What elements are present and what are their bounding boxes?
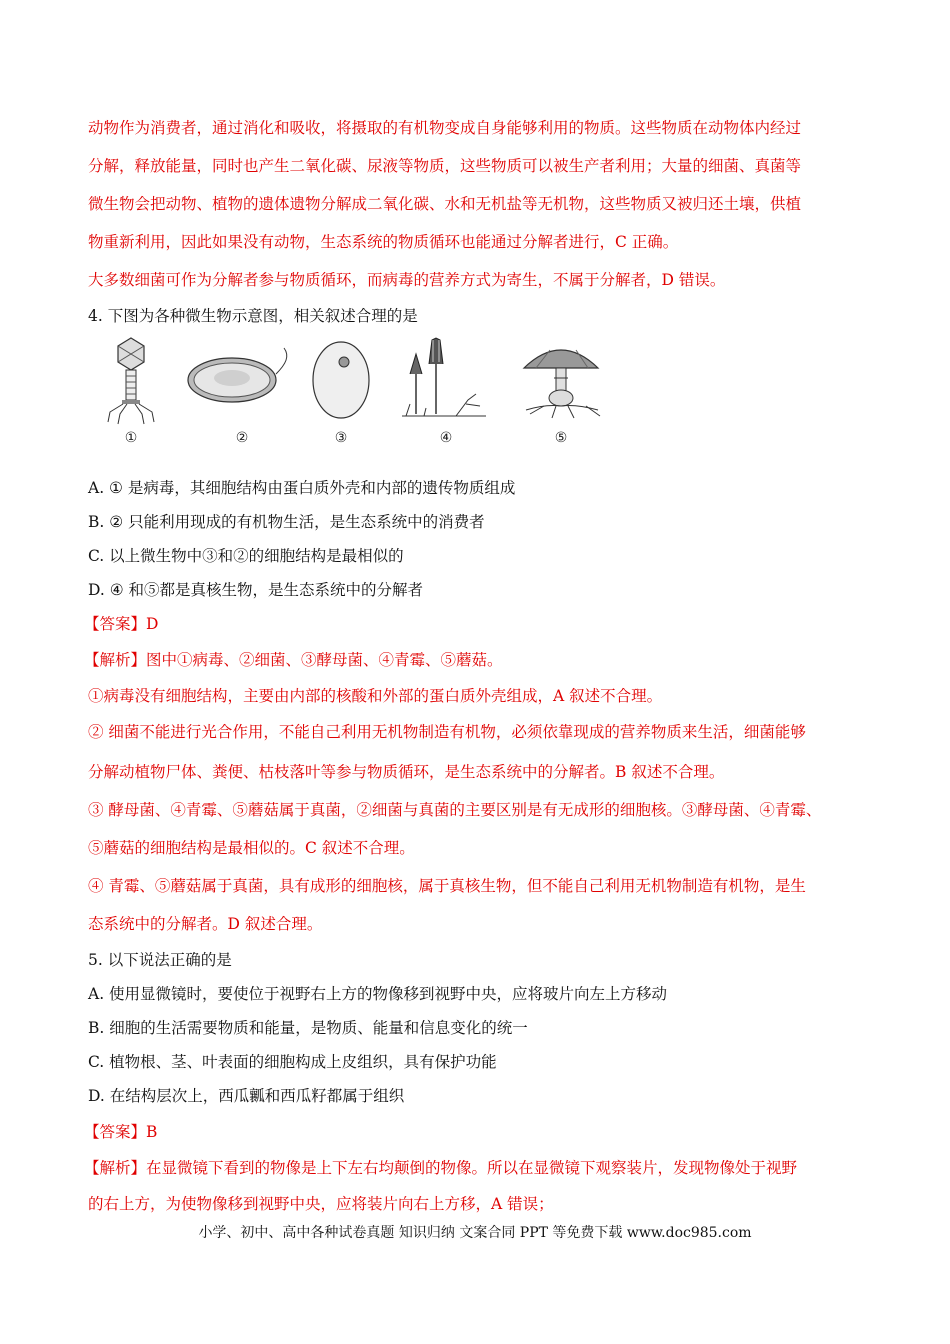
intro-line-1: 动物作为消费者，通过消化和吸收，将摄取的有机物变成自身能够利用的物质。这些物质在动物体内经过 — [88, 119, 802, 137]
q4-option-b: B. ② 只能利用现成的有机物生活，是生态系统中的消费者 — [88, 513, 485, 531]
q4-analysis-tag: 【解析】 — [84, 651, 147, 669]
q4-option-d: D. ④ 和⑤都是真核生物，是生态系统中的分解者 — [88, 581, 424, 599]
q5-analysis-first — [84, 1158, 797, 1178]
q5-answer-tag: 【答案】 — [84, 1123, 147, 1141]
penicillium-icon — [396, 334, 496, 426]
q4-analysis-line-3: 分解动植物尸体、粪便、枯枝落叶等参与物质循环，是生态系统中的分解者。B 叙述不合理。 — [88, 763, 725, 781]
q4-analysis-line-4: ③ 酵母菌、④青霉、⑤蘑菇属于真菌，②细菌与真菌的主要区别是有无成形的细胞核。③酵母菌、④青霉、 — [88, 801, 822, 819]
figure-bacterium — [182, 334, 302, 446]
intro-line-4: 物重新利用，因此如果没有动物，生态系统的物质循环也能通过分解者进行，C 正确。 — [88, 233, 679, 251]
q4-analysis-line-2: ② 细菌不能进行光合作用，不能自己利用无机物制造有机物，必须依靠现成的营养物质来生活，细菌能够 — [88, 723, 806, 741]
figure-penicillium — [396, 334, 496, 446]
q4-option-a: A. ① 是病毒，其细胞结构由蛋白质外壳和内部的遗传物质组成 — [88, 479, 516, 497]
figure-mushroom — [516, 334, 606, 446]
q4-analysis-first — [84, 650, 503, 670]
q4-answer-tag: 【答案】 — [84, 615, 147, 633]
intro-line-2: 分解，释放能量，同时也产生二氧化碳、尿液等物质，这些物质可以被生产者利用；大量的细菌、真菌等 — [88, 157, 802, 175]
q5-stem: 5. 以下说法正确的是 — [88, 951, 232, 969]
figure-yeast — [306, 334, 376, 446]
q4-answer — [84, 614, 158, 634]
figure-label-3: ③ — [334, 430, 348, 446]
intro-line-5: 大多数细菌可作为分解者参与物质循环，而病毒的营养方式为寄生，不属于分解者，D 错误。 — [88, 271, 726, 289]
microorganism-figure — [96, 334, 616, 446]
bacterium-icon — [182, 334, 302, 426]
q5-answer-value: B — [146, 1123, 158, 1141]
q5-option-b: B. 细胞的生活需要物质和能量，是物质、能量和信息变化的统一 — [88, 1019, 528, 1037]
yeast-cell-icon — [306, 334, 376, 426]
q4-option-c: C. 以上微生物中③和②的细胞结构是最相似的 — [88, 547, 404, 565]
q4-analysis-line-1: ①病毒没有细胞结构，主要由内部的核酸和外部的蛋白质外壳组成，A 叙述不合理。 — [88, 687, 663, 705]
q5-analysis-line-1: 的右上方，为使物像移到视野中央，应将装片向右上方移，A 错误； — [88, 1195, 554, 1213]
q4-answer-value: D — [146, 615, 159, 633]
q5-option-d: D. 在结构层次上，西瓜瓤和西瓜籽都属于组织 — [88, 1087, 405, 1105]
bacteriophage-icon — [96, 334, 166, 426]
figure-label-5: ⑤ — [554, 430, 568, 446]
q4-stem: 4. 下图为各种微生物示意图，相关叙述合理的是 — [88, 307, 418, 325]
q4-analysis-line-5: ⑤蘑菇的细胞结构是最相似的。C 叙述不合理。 — [88, 839, 415, 857]
figure-label-1: ① — [124, 430, 138, 446]
q5-analysis-tag: 【解析】 — [84, 1159, 147, 1177]
figure-label-2: ② — [235, 430, 249, 446]
q5-option-c: C. 植物根、茎、叶表面的细胞构成上皮组织，具有保护功能 — [88, 1053, 497, 1071]
q5-answer — [84, 1122, 157, 1142]
figure-virus — [96, 334, 166, 446]
q5-option-a: A. 使用显微镜时，要使位于视野右上方的物像移到视野中央，应将玻片向左上方移动 — [88, 985, 668, 1003]
q4-analysis-line-6: ④ 青霉、⑤蘑菇属于真菌，具有成形的细胞核，属于真核生物，但不能自己利用无机物制造有机物，是生 — [88, 877, 806, 895]
q4-analysis-line-7: 态系统中的分解者。D 叙述合理。 — [88, 915, 323, 933]
mushroom-icon — [516, 334, 606, 426]
q4-analysis-text: 图中①病毒、②细菌、③酵母菌、④青霉、⑤蘑菇。 — [146, 651, 503, 669]
q5-analysis-text: 在显微镜下看到的物像是上下左右均颠倒的物像。所以在显微镜下观察装片，发现物像处于视野 — [146, 1159, 798, 1177]
page-footer: 小学、初中、高中各种试卷真题 知识归纳 文案合同 PPT 等免费下载 www.doc985.com — [198, 1225, 752, 1241]
intro-line-3: 微生物会把动物、植物的遗体遗物分解成二氧化碳、水和无机盐等无机物，这些物质又被归还土壤，供植 — [88, 195, 802, 213]
figure-label-4: ④ — [439, 430, 453, 446]
